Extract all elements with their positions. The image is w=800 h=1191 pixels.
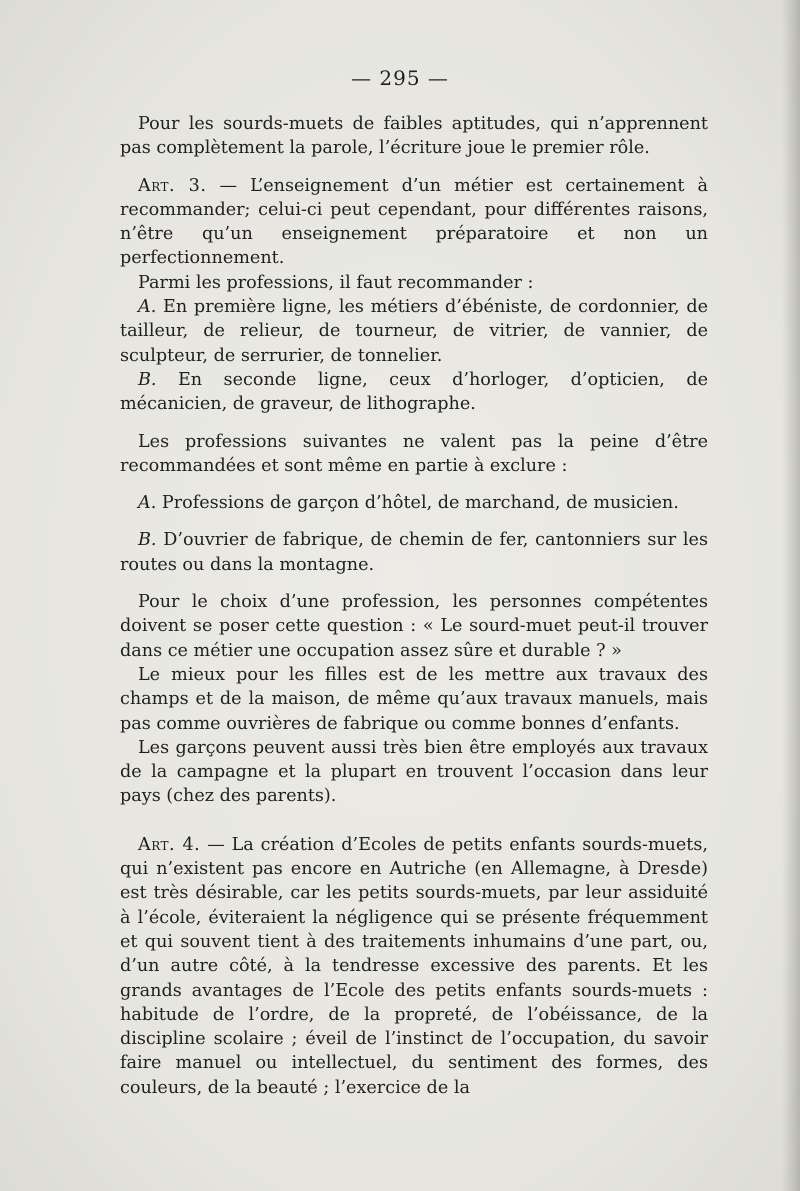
paragraph-professions: Parmi les professions, il faut recommander :	[138, 272, 534, 293]
item-b-text: En seconde ligne, ceux d’horloger, d’opticien, de mécanicien, de graveur, de lithographe.	[120, 369, 708, 415]
paragraph-article-4	[120, 833, 708, 1100]
paragraph-article-3	[120, 174, 708, 271]
paragraph-faibles-aptitudes: Pour les sourds-muets de faibles aptitudes, qui n’apprennent pas complètement la parole, l’écriture joue le premier rôle.	[120, 114, 708, 159]
article-4-text: — La création d’Ecoles de petits enfants sourds-muets, qui n’existent pas encore en Autriche (en Allemagne, à Dresde) est très désirable, car les petits sourds-muets, par leur assiduité à l’école, éviteraient la négligence qui se présente fréquemment et qui souvent tient à des traitements inhumains d’une part, ou, d’un autre côté, à la tendresse excessive des parents. Et les grands avantages de l’Ecole des petits enfants sourds-muets : habitude de l’ordre, de la propreté, de l’obéissance, de la discipline scolaire ; éveil de l’instinct de l’occupation, du savoir faire manuel ou intellectuel, du sentiment des formes, des couleurs, de la beauté ; l’exercice de la	[120, 834, 708, 1098]
item-a-exclure-text: Professions de garçon d’hôtel, de marchand, de musicien.	[156, 493, 679, 514]
paragraph-garcons: Les garçons peuvent aussi très bien être employés aux travaux de la campagne et la plupart en trouvent l’occasion dans leur pays (chez des parents).	[120, 737, 708, 807]
paragraph-professions-a-exclure: Les professions suivantes ne valent pas la peine d’être recommandées et sont même en partie à exclure :	[120, 431, 708, 476]
item-a-label: A.	[138, 297, 157, 318]
article-3-text: — L’enseignement d’un métier est certainement à recommander; celui-ci peut cependant, pour différentes raisons, n’être qu’un enseignement préparatoire et non un perfectionnement.	[120, 175, 708, 269]
item-b-exclure-text: D’ouvrier de fabrique, de chemin de fer, cantonniers sur les routes ou dans la montagne.	[120, 530, 708, 575]
list-item-a-premiere-ligne	[120, 295, 708, 368]
item-b-exclure-label: B.	[138, 530, 157, 551]
page-number: — 295 —	[351, 66, 449, 90]
paragraph-filles: Le mieux pour les filles est de les mettre aux travaux des champs et de la maison, de même qu’aux travaux manuels, mais pas comme ouvrières de fabrique ou comme bonnes d’enfants.	[120, 664, 708, 734]
item-a-text: En première ligne, les métiers d’ébéniste, de cordonnier, de tailleur, de relieur, de tourneur, de vitrier, de vannier, de sculpteur, de serrurier, de tonnelier.	[120, 297, 708, 366]
list-item-a-exclure	[120, 491, 708, 515]
article-3-label: Art. 3.	[138, 175, 207, 196]
list-item-b-seconde-ligne	[120, 368, 708, 417]
item-b-label: B.	[138, 369, 157, 390]
article-4-label: Art. 4.	[138, 834, 201, 855]
paragraph-choix-profession: Pour le choix d’une profession, les personnes compétentes doivent se poser cette question : « Le sourd-muet peut-il trouver dans ce métier une occupation assez sûre et durable ? »	[120, 592, 708, 661]
item-a-exclure-label: A.	[138, 493, 157, 514]
list-item-b-exclure	[120, 528, 708, 577]
page-body	[120, 112, 708, 1100]
